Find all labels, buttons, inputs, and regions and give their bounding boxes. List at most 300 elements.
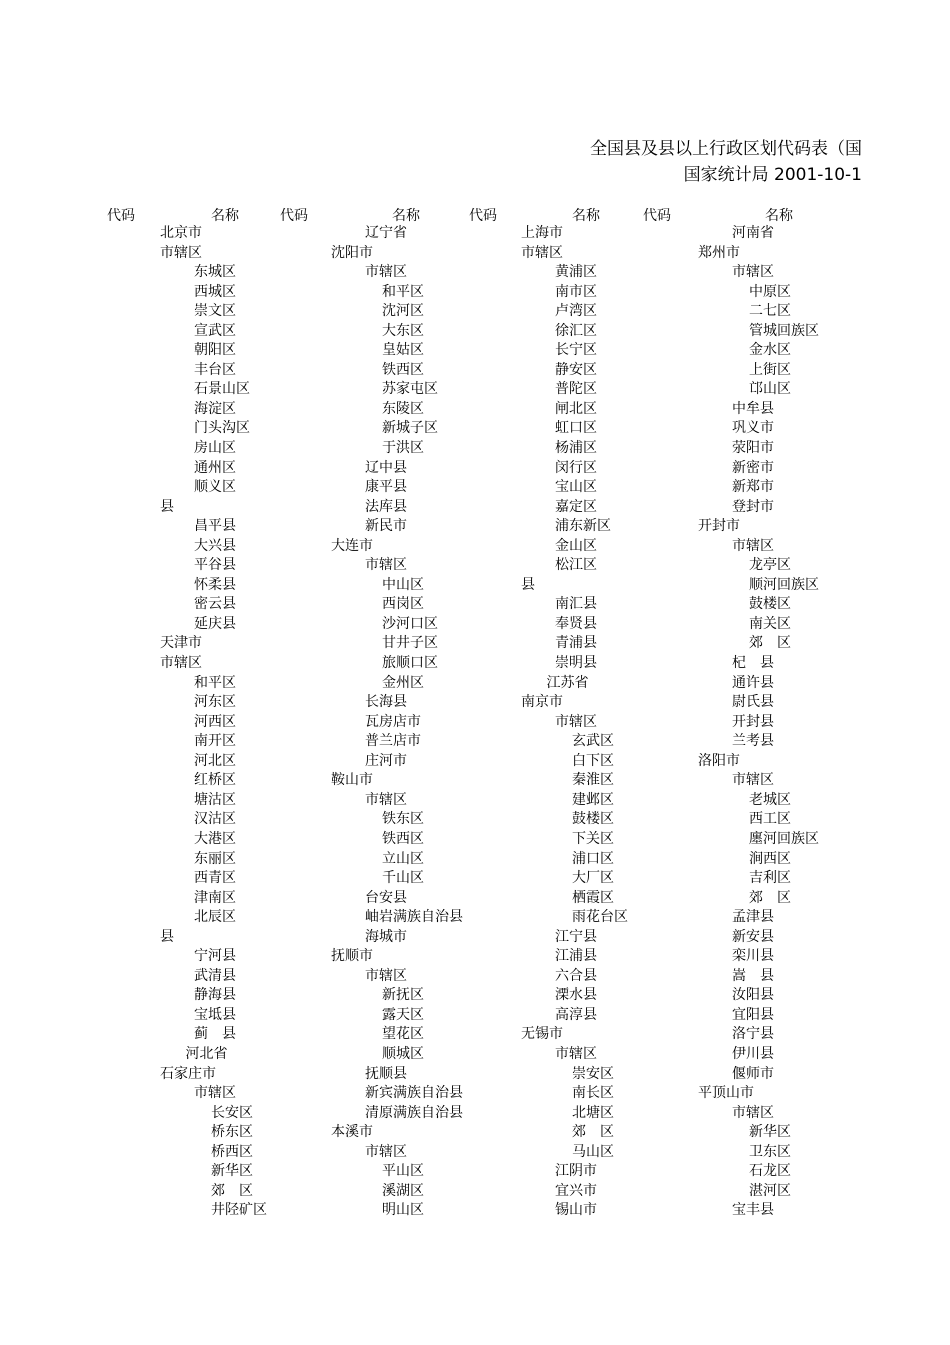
region-row [521, 830, 628, 850]
region-name: 鼓楼区 [749, 596, 791, 613]
region-row [698, 517, 819, 537]
region-name: 县 [160, 498, 174, 515]
region-name: 丰台区 [194, 361, 236, 378]
region-name: 旅顺口区 [382, 655, 438, 672]
header-name: 名称 [211, 208, 239, 224]
region-row [698, 1182, 819, 1202]
region-row [331, 693, 463, 713]
region-row [521, 439, 628, 459]
region-name: 市辖区 [194, 1085, 236, 1102]
region-row [698, 576, 819, 596]
region-row [698, 419, 819, 439]
region-name: 瓦房店市 [365, 713, 421, 730]
header-code: 代码 [469, 208, 497, 224]
region-name: 二七区 [749, 303, 791, 320]
region-row [160, 576, 267, 596]
region-name: 青浦县 [555, 635, 597, 652]
region-name: 蓟 县 [194, 1026, 236, 1043]
header-name: 名称 [572, 208, 600, 224]
region-name: 市辖区 [365, 967, 407, 984]
region-name: 房山区 [194, 440, 236, 457]
region-column-3 [521, 224, 628, 1221]
region-name: 台安县 [365, 889, 407, 906]
region-name: 宝坻县 [194, 1006, 236, 1023]
region-row [521, 1123, 628, 1143]
region-row [521, 302, 628, 322]
region-row [521, 693, 628, 713]
region-row [698, 654, 819, 674]
region-name: 溧水县 [555, 987, 597, 1004]
region-name: 郊 区 [749, 635, 791, 652]
region-name: 南汇县 [555, 596, 597, 613]
region-name: 宝山区 [555, 479, 597, 496]
region-row [331, 224, 463, 244]
region-row [331, 850, 463, 870]
region-row [331, 928, 463, 948]
region-row [160, 615, 267, 635]
region-row [160, 869, 267, 889]
region-row [698, 693, 819, 713]
region-row [521, 459, 628, 479]
region-row [160, 889, 267, 909]
region-name: 宣武区 [194, 322, 236, 339]
region-name: 中山区 [382, 576, 424, 593]
region-row [521, 615, 628, 635]
region-name: 平谷县 [194, 557, 236, 574]
region-row [698, 341, 819, 361]
region-row [698, 459, 819, 479]
region-row [521, 928, 628, 948]
region-name: 和平区 [382, 283, 424, 300]
region-row [698, 830, 819, 850]
region-name: 岫岩满族自治县 [365, 909, 463, 926]
region-row [160, 1065, 267, 1085]
region-name: 市辖区 [732, 264, 774, 281]
region-name: 金水区 [749, 342, 791, 359]
region-name: 松江区 [555, 557, 597, 574]
region-name: 中原区 [749, 283, 791, 300]
region-row [160, 732, 267, 752]
region-name: 市辖区 [732, 537, 774, 554]
region-row [331, 517, 463, 537]
region-row [331, 654, 463, 674]
region-name: 洛阳市 [698, 752, 740, 769]
region-name: 大兴县 [194, 537, 236, 554]
region-row [521, 400, 628, 420]
region-row [331, 947, 463, 967]
region-row [160, 810, 267, 830]
region-row [521, 752, 628, 772]
region-column-4 [698, 224, 819, 1221]
region-name: 西岗区 [382, 596, 424, 613]
region-name: 浦东新区 [555, 518, 611, 535]
region-row [160, 1084, 267, 1104]
region-name: 杞 县 [732, 655, 774, 672]
region-row [160, 556, 267, 576]
region-row [331, 713, 463, 733]
region-name: 平顶山市 [698, 1085, 754, 1102]
region-row [698, 380, 819, 400]
region-row [331, 830, 463, 850]
region-name: 老城区 [749, 791, 791, 808]
region-name: 县 [521, 576, 535, 593]
header-code: 代码 [107, 208, 135, 224]
region-name: 静海县 [194, 987, 236, 1004]
region-name: 北辰区 [194, 909, 236, 926]
region-name: 新安县 [732, 928, 774, 945]
region-row [160, 595, 267, 615]
region-name: 铁西区 [382, 361, 424, 378]
region-row [521, 595, 628, 615]
region-name: 通州区 [194, 459, 236, 476]
region-row [521, 283, 628, 303]
region-row [160, 380, 267, 400]
region-row [160, 302, 267, 322]
region-name: 桥东区 [211, 1124, 253, 1141]
region-row [521, 889, 628, 909]
region-name: 嘉定区 [555, 498, 597, 515]
region-name: 新抚区 [382, 987, 424, 1004]
region-name: 廛河回族区 [749, 830, 819, 847]
region-name: 开封县 [732, 713, 774, 730]
region-name: 庄河市 [365, 752, 407, 769]
region-name: 南开区 [194, 733, 236, 750]
region-row [521, 224, 628, 244]
region-name: 甘井子区 [382, 635, 438, 652]
region-row [160, 400, 267, 420]
region-row [698, 732, 819, 752]
region-row [698, 810, 819, 830]
region-row [331, 322, 463, 342]
region-name: 武清县 [194, 967, 236, 984]
region-row [698, 791, 819, 811]
region-name: 大连市 [331, 537, 373, 554]
region-name: 市辖区 [160, 655, 202, 672]
region-name: 河西区 [194, 713, 236, 730]
region-row [698, 1104, 819, 1124]
region-row [331, 752, 463, 772]
region-name: 徐汇区 [555, 322, 597, 339]
region-row [521, 1006, 628, 1026]
region-name: 东陵区 [382, 400, 424, 417]
region-name: 市辖区 [732, 772, 774, 789]
region-row [160, 244, 267, 264]
region-row [521, 1025, 628, 1045]
region-name: 龙亭区 [749, 557, 791, 574]
region-name: 卫东区 [749, 1143, 791, 1160]
region-row [521, 1065, 628, 1085]
region-row [521, 1104, 628, 1124]
region-row [160, 830, 267, 850]
region-row [160, 537, 267, 557]
region-row [698, 889, 819, 909]
region-row [521, 556, 628, 576]
region-row [698, 615, 819, 635]
region-name: 浦口区 [572, 850, 614, 867]
region-name: 延庆县 [194, 615, 236, 632]
region-row [521, 341, 628, 361]
region-row [331, 419, 463, 439]
region-row [331, 537, 463, 557]
region-name: 桥西区 [211, 1143, 253, 1160]
region-row [331, 1006, 463, 1026]
region-row [331, 1065, 463, 1085]
region-name: 宜兴市 [555, 1182, 597, 1199]
region-row [521, 517, 628, 537]
region-name: 六合县 [555, 967, 597, 984]
region-row [331, 576, 463, 596]
region-name: 长安区 [211, 1104, 253, 1121]
region-row [160, 224, 267, 244]
region-name: 密云县 [194, 596, 236, 613]
region-name: 市辖区 [732, 1104, 774, 1121]
region-row [698, 263, 819, 283]
region-row [698, 1084, 819, 1104]
region-name: 金州区 [382, 674, 424, 691]
region-name: 沙河口区 [382, 615, 438, 632]
table-title: 全国县及县以上行政区划代码表（国 [590, 139, 862, 159]
region-name: 江宁县 [555, 928, 597, 945]
region-name: 无锡市 [521, 1026, 563, 1043]
region-name: 立山区 [382, 850, 424, 867]
region-row [698, 752, 819, 772]
region-name: 荥阳市 [732, 440, 774, 457]
region-row [521, 498, 628, 518]
header-name: 名称 [392, 208, 420, 224]
region-name: 西工区 [749, 811, 791, 828]
region-row [331, 1104, 463, 1124]
region-name: 闵行区 [555, 459, 597, 476]
region-row [521, 791, 628, 811]
region-row [331, 556, 463, 576]
region-row [160, 1123, 267, 1143]
header-name: 名称 [765, 208, 793, 224]
region-name: 河南省 [732, 225, 774, 241]
region-row [160, 283, 267, 303]
region-row [698, 674, 819, 694]
region-name: 郊 区 [749, 889, 791, 906]
region-name: 栾川县 [732, 948, 774, 965]
region-name: 普陀区 [555, 381, 597, 398]
region-row [521, 850, 628, 870]
region-name: 溪湖区 [382, 1182, 424, 1199]
region-row [160, 478, 267, 498]
region-row [521, 537, 628, 557]
region-name: 郊 区 [211, 1182, 253, 1199]
region-name: 千山区 [382, 870, 424, 887]
region-row [160, 517, 267, 537]
region-name: 沈河区 [382, 303, 424, 320]
region-name: 河东区 [194, 694, 236, 711]
region-name: 锡山市 [555, 1202, 597, 1219]
region-row [331, 1182, 463, 1202]
region-name: 东丽区 [194, 850, 236, 867]
region-name: 市辖区 [365, 264, 407, 281]
region-name: 抚顺县 [365, 1065, 407, 1082]
region-name: 新城子区 [382, 420, 438, 437]
region-name: 上海市 [521, 225, 563, 241]
region-name: 通许县 [732, 674, 774, 691]
region-row [331, 1143, 463, 1163]
region-row [331, 302, 463, 322]
region-row [521, 380, 628, 400]
region-row [698, 322, 819, 342]
region-name: 石家庄市 [160, 1065, 216, 1082]
region-name: 昌平县 [194, 518, 236, 535]
region-name: 门头沟区 [194, 420, 250, 437]
region-name: 江苏省 [546, 674, 589, 691]
region-name: 怀柔县 [194, 576, 236, 593]
region-row [521, 263, 628, 283]
region-row [160, 908, 267, 928]
region-row [521, 967, 628, 987]
region-name: 南市区 [555, 283, 597, 300]
header-code: 代码 [643, 208, 671, 224]
region-row [160, 1201, 267, 1221]
region-name: 大港区 [194, 830, 236, 847]
region-name: 登封市 [732, 498, 774, 515]
region-row [698, 1045, 819, 1065]
region-row [331, 361, 463, 381]
region-row [698, 908, 819, 928]
region-row [698, 967, 819, 987]
region-row [521, 478, 628, 498]
region-row [698, 439, 819, 459]
region-row [160, 1045, 267, 1065]
region-name: 金山区 [555, 537, 597, 554]
region-name: 奉贤县 [555, 615, 597, 632]
region-name: 新华区 [749, 1124, 791, 1141]
region-name: 新民市 [365, 518, 407, 535]
region-row [698, 498, 819, 518]
region-name: 上街区 [749, 361, 791, 378]
region-row [521, 732, 628, 752]
region-name: 市辖区 [555, 1045, 597, 1062]
region-name: 嵩 县 [732, 967, 774, 984]
region-name: 卢湾区 [555, 303, 597, 320]
region-row [331, 889, 463, 909]
region-name: 宁河县 [194, 948, 236, 965]
region-name: 洛宁县 [732, 1026, 774, 1043]
region-name: 露天区 [382, 1006, 424, 1023]
region-name: 和平区 [194, 674, 236, 691]
region-row [331, 732, 463, 752]
region-row [331, 341, 463, 361]
region-name: 长海县 [365, 694, 407, 711]
region-name: 大东区 [382, 322, 424, 339]
region-row [698, 1123, 819, 1143]
region-row [698, 771, 819, 791]
region-row [521, 634, 628, 654]
region-name: 崇明县 [555, 655, 597, 672]
region-name: 普兰店市 [365, 733, 421, 750]
region-row [698, 713, 819, 733]
region-row [331, 380, 463, 400]
region-row [160, 1182, 267, 1202]
region-name: 望花区 [382, 1026, 424, 1043]
region-name: 塘沽区 [194, 791, 236, 808]
region-row [521, 713, 628, 733]
region-name: 顺义区 [194, 479, 236, 496]
region-row [698, 537, 819, 557]
region-name: 伊川县 [732, 1045, 774, 1062]
region-row [160, 967, 267, 987]
region-name: 天津市 [160, 635, 202, 652]
region-name: 市辖区 [555, 713, 597, 730]
region-name: 朝阳区 [194, 342, 236, 359]
region-row [331, 1162, 463, 1182]
region-row [160, 1025, 267, 1045]
region-row [160, 771, 267, 791]
region-row [331, 869, 463, 889]
region-name: 石景山区 [194, 381, 250, 398]
region-name: 开封市 [698, 518, 740, 535]
region-column-1 [160, 224, 267, 1221]
region-column-2 [331, 224, 463, 1221]
region-name: 西青区 [194, 870, 236, 887]
region-name: 下关区 [572, 830, 614, 847]
region-row [698, 302, 819, 322]
region-row [698, 869, 819, 889]
region-row [698, 283, 819, 303]
region-row [160, 791, 267, 811]
region-name: 大厂区 [572, 870, 614, 887]
region-row [160, 1162, 267, 1182]
region-row [160, 693, 267, 713]
region-row [698, 224, 819, 244]
region-name: 辽中县 [365, 459, 407, 476]
region-row [160, 634, 267, 654]
region-row [521, 244, 628, 264]
region-row [160, 674, 267, 694]
region-name: 市辖区 [160, 244, 202, 261]
region-name: 静安区 [555, 361, 597, 378]
region-name: 平山区 [382, 1163, 424, 1180]
region-row [331, 595, 463, 615]
region-row [698, 361, 819, 381]
region-name: 本溪市 [331, 1124, 373, 1141]
region-name: 铁东区 [382, 811, 424, 828]
region-row [331, 810, 463, 830]
region-row [331, 459, 463, 479]
region-row [331, 244, 463, 264]
region-name: 新密市 [732, 459, 774, 476]
region-name: 河北区 [194, 752, 236, 769]
region-row [521, 1143, 628, 1163]
region-row [331, 615, 463, 635]
region-name: 新郑市 [732, 479, 774, 496]
region-row [521, 771, 628, 791]
region-name: 吉利区 [749, 870, 791, 887]
region-row [160, 498, 267, 518]
region-name: 杨浦区 [555, 440, 597, 457]
region-name: 中牟县 [732, 400, 774, 417]
region-row [331, 1123, 463, 1143]
region-name: 黄浦区 [555, 264, 597, 281]
region-name: 汉沽区 [194, 811, 236, 828]
region-name: 清原满族自治县 [365, 1104, 463, 1121]
region-row [698, 947, 819, 967]
region-row [331, 1045, 463, 1065]
region-name: 汝阳县 [732, 987, 774, 1004]
region-name: 巩义市 [732, 420, 774, 437]
region-row [331, 439, 463, 459]
region-name: 南京市 [521, 694, 563, 711]
region-name: 红桥区 [194, 772, 236, 789]
region-row [698, 400, 819, 420]
region-row [331, 1084, 463, 1104]
region-name: 顺城区 [382, 1045, 424, 1062]
